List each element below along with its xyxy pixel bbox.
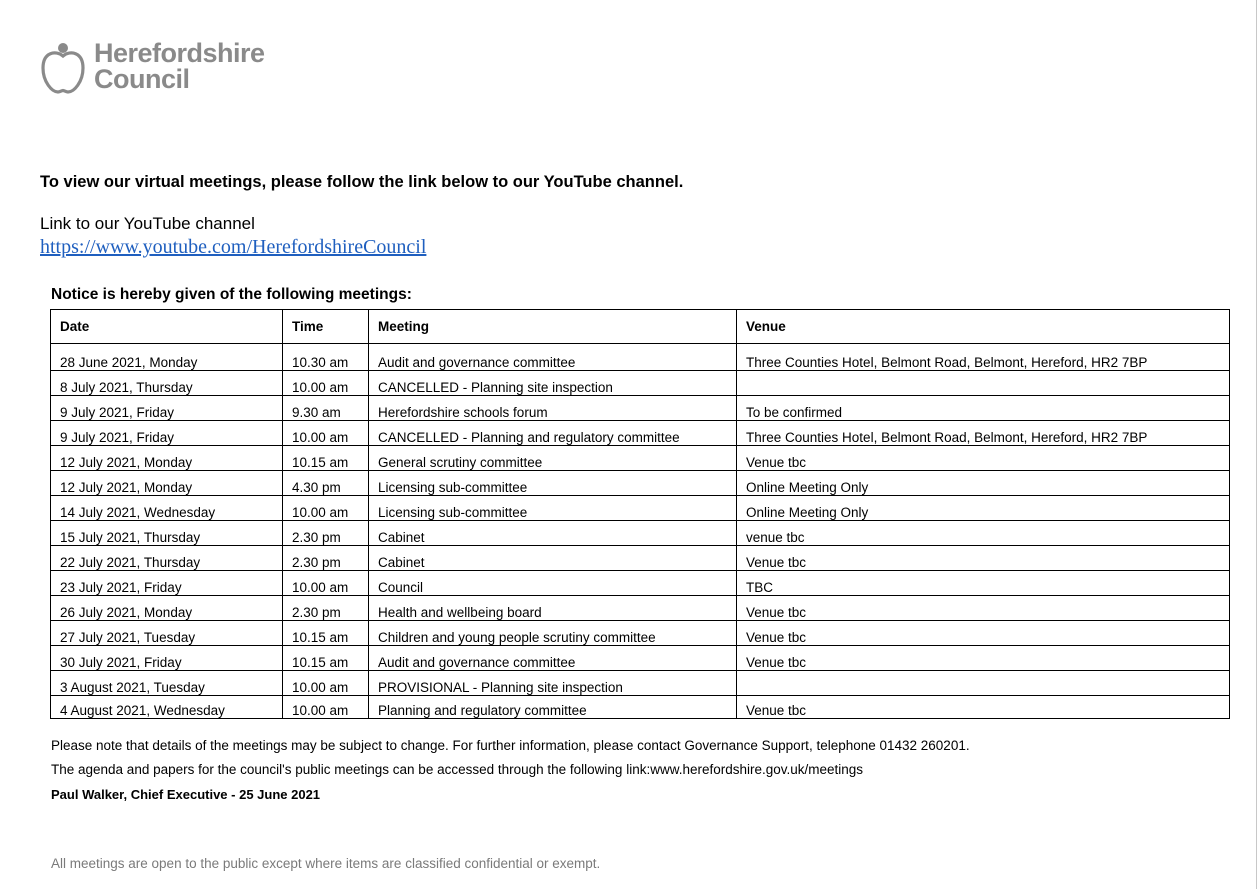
table-row bbox=[51, 671, 1230, 696]
table-row bbox=[51, 546, 1230, 571]
cell-meeting: PROVISIONAL - Planning site inspection bbox=[369, 671, 737, 696]
table-row bbox=[51, 646, 1230, 671]
cell-date: 28 June 2021, Monday bbox=[51, 344, 283, 371]
cell-meeting: CANCELLED - Planning site inspection bbox=[369, 371, 737, 396]
cell-time: 10.00 am bbox=[283, 671, 369, 696]
cell-venue: Venue tbc bbox=[737, 446, 1230, 471]
cell-time: 2.30 pm bbox=[283, 596, 369, 621]
cell-time: 10.15 am bbox=[283, 446, 369, 471]
cell-venue: Venue tbc bbox=[737, 596, 1230, 621]
cell-date: 22 July 2021, Thursday bbox=[51, 546, 283, 571]
table-row bbox=[51, 471, 1230, 496]
logo-line-1: Herefordshire bbox=[94, 38, 265, 68]
cell-date: 23 July 2021, Friday bbox=[51, 571, 283, 596]
table-row bbox=[51, 496, 1230, 521]
cell-date: 12 July 2021, Monday bbox=[51, 446, 283, 471]
cell-venue: Venue tbc bbox=[737, 646, 1230, 671]
table-row bbox=[51, 396, 1230, 421]
cell-time: 4.30 pm bbox=[283, 471, 369, 496]
cell-date: 15 July 2021, Thursday bbox=[51, 521, 283, 546]
cell-date: 9 July 2021, Friday bbox=[51, 396, 283, 421]
cell-venue: Venue tbc bbox=[737, 696, 1230, 719]
footer-note: All meetings are open to the public except where items are classified confidential or exempt. bbox=[51, 856, 601, 871]
cell-meeting: Health and wellbeing board bbox=[369, 596, 737, 621]
cell-meeting: CANCELLED - Planning and regulatory committee bbox=[369, 421, 737, 446]
table-row bbox=[51, 344, 1230, 371]
cell-meeting: Audit and governance committee bbox=[369, 344, 737, 371]
page-edge bbox=[1256, 0, 1257, 889]
logo-wordmark bbox=[94, 40, 265, 92]
cell-date: 3 August 2021, Tuesday bbox=[51, 671, 283, 696]
cell-time: 10.00 am bbox=[283, 571, 369, 596]
header-venue: Venue bbox=[737, 310, 1230, 344]
cell-time: 9.30 am bbox=[283, 396, 369, 421]
cell-venue: Online Meeting Only bbox=[737, 496, 1230, 521]
cell-date: 4 August 2021, Wednesday bbox=[51, 696, 283, 719]
cell-time: 10.00 am bbox=[283, 496, 369, 521]
cell-meeting: Cabinet bbox=[369, 546, 737, 571]
cell-meeting: General scrutiny committee bbox=[369, 446, 737, 471]
cell-venue: Online Meeting Only bbox=[737, 471, 1230, 496]
cell-meeting: Children and young people scrutiny committee bbox=[369, 621, 737, 646]
cell-time: 10.00 am bbox=[283, 421, 369, 446]
cell-venue: Three Counties Hotel, Belmont Road, Belmont, Hereford, HR2 7BP bbox=[737, 421, 1230, 446]
header-meeting: Meeting bbox=[369, 310, 737, 344]
cell-meeting: Council bbox=[369, 571, 737, 596]
agenda-notice: The agenda and papers for the council's public meetings can be accessed through the following link:www.herefordshire.gov.uk/meetings bbox=[51, 762, 864, 777]
cell-venue: TBC bbox=[737, 571, 1230, 596]
cell-time: 10.15 am bbox=[283, 621, 369, 646]
youtube-link-label: Link to our YouTube channel bbox=[40, 214, 255, 233]
cell-venue: Venue tbc bbox=[737, 546, 1230, 571]
cell-meeting: Cabinet bbox=[369, 521, 737, 546]
cell-time: 10.00 am bbox=[283, 696, 369, 719]
change-notice: Please note that details of the meetings may be subject to change. For further information, please contact Governance Support, telephone 01432 260201. bbox=[51, 738, 970, 753]
cell-date: 27 July 2021, Tuesday bbox=[51, 621, 283, 646]
cell-date: 30 July 2021, Friday bbox=[51, 646, 283, 671]
table-row bbox=[51, 571, 1230, 596]
header-time: Time bbox=[283, 310, 369, 344]
cell-venue bbox=[737, 671, 1230, 696]
cell-date: 12 July 2021, Monday bbox=[51, 471, 283, 496]
cell-time: 2.30 pm bbox=[283, 521, 369, 546]
cell-venue: Venue tbc bbox=[737, 621, 1230, 646]
meetings-table bbox=[50, 309, 1230, 719]
cell-meeting: Herefordshire schools forum bbox=[369, 396, 737, 421]
cell-meeting: Planning and regulatory committee bbox=[369, 696, 737, 719]
notice-title: Notice is hereby given of the following meetings: bbox=[51, 286, 412, 303]
cell-date: 26 July 2021, Monday bbox=[51, 596, 283, 621]
signoff: Paul Walker, Chief Executive - 25 June 2021 bbox=[51, 787, 321, 802]
cell-time: 10.15 am bbox=[283, 646, 369, 671]
youtube-channel-link[interactable]: https://www.youtube.com/HerefordshireCouncil bbox=[40, 236, 427, 258]
table-row bbox=[51, 521, 1230, 546]
council-logo bbox=[40, 40, 280, 96]
table-row bbox=[51, 696, 1230, 719]
table-row bbox=[51, 421, 1230, 446]
cell-venue: To be confirmed bbox=[737, 396, 1230, 421]
table-header-row bbox=[51, 310, 1230, 344]
table-row bbox=[51, 621, 1230, 646]
cell-meeting: Licensing sub-committee bbox=[369, 471, 737, 496]
cell-venue bbox=[737, 371, 1230, 396]
cell-date: 14 July 2021, Wednesday bbox=[51, 496, 283, 521]
cell-time: 10.30 am bbox=[283, 344, 369, 371]
cell-time: 10.00 am bbox=[283, 371, 369, 396]
headline: To view our virtual meetings, please follow the link below to our YouTube channel. bbox=[40, 173, 684, 191]
cell-venue: venue tbc bbox=[737, 521, 1230, 546]
cell-date: 9 July 2021, Friday bbox=[51, 421, 283, 446]
table-row bbox=[51, 596, 1230, 621]
table-row bbox=[51, 371, 1230, 396]
cell-venue: Three Counties Hotel, Belmont Road, Belmont, Hereford, HR2 7BP bbox=[737, 344, 1230, 371]
cell-meeting: Audit and governance committee bbox=[369, 646, 737, 671]
apple-icon bbox=[40, 42, 86, 94]
logo-line-2: Council bbox=[94, 64, 190, 94]
cell-meeting: Licensing sub-committee bbox=[369, 496, 737, 521]
table-row bbox=[51, 446, 1230, 471]
header-date: Date bbox=[51, 310, 283, 344]
cell-date: 8 July 2021, Thursday bbox=[51, 371, 283, 396]
cell-time: 2.30 pm bbox=[283, 546, 369, 571]
